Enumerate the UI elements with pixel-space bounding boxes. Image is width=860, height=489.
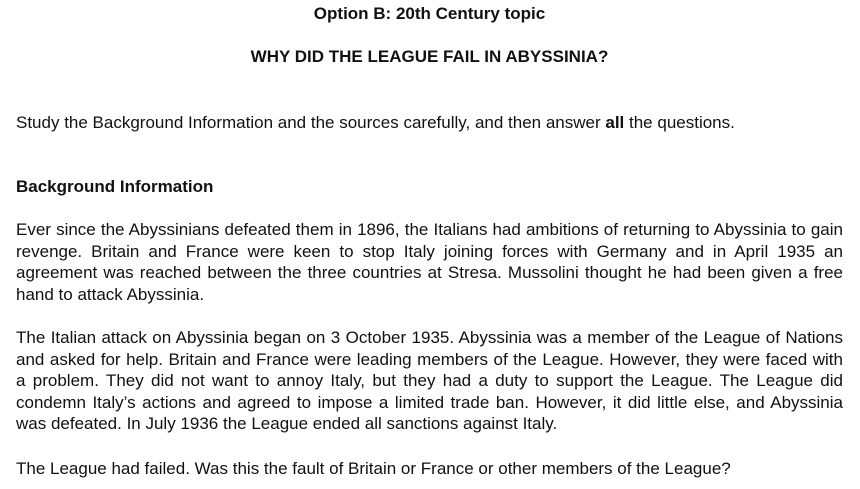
main-title: WHY DID THE LEAGUE FAIL IN ABYSSINIA? [250,47,609,66]
background-paragraph-1: Ever since the Abyssinians defeated them in 1896, the Italians had ambitions of returning to Abyssinia to gain revenge. Britain and France were keen to stop Italy joining forces with Germany and in April 1935 an agreement was reached between the three countries at Stresa. Mussolini thought he had been given a free hand to attack Abyssinia. [16,220,843,304]
section-heading: Background Information [16,177,214,196]
instructions [16,113,843,133]
instructions-text-before: Study the Background Information and the sources carefully, and then answer [16,113,606,132]
option-title: Option B: 20th Century topic [313,4,546,23]
background-paragraph-3: The League had failed. Was this the fault of Britain or France or other members of the League? [16,459,731,478]
instructions-text-after: the questions. [624,113,735,132]
background-paragraph-2: The Italian attack on Abyssinia began on 3 October 1935. Abyssinia was a member of the League of Nations and asked for help. Britain and France were leading members of the League. However, they were faced with a problem. They did not want to annoy Italy, but they had a duty to support the League. The League did condemn Italy’s actions and agreed to impose a limited trade ban. However, it did little else, and Abyssinia was defeated. In July 1936 the League ended all sanctions against Italy. [16,328,843,433]
instructions-emphasis: all [605,113,625,132]
